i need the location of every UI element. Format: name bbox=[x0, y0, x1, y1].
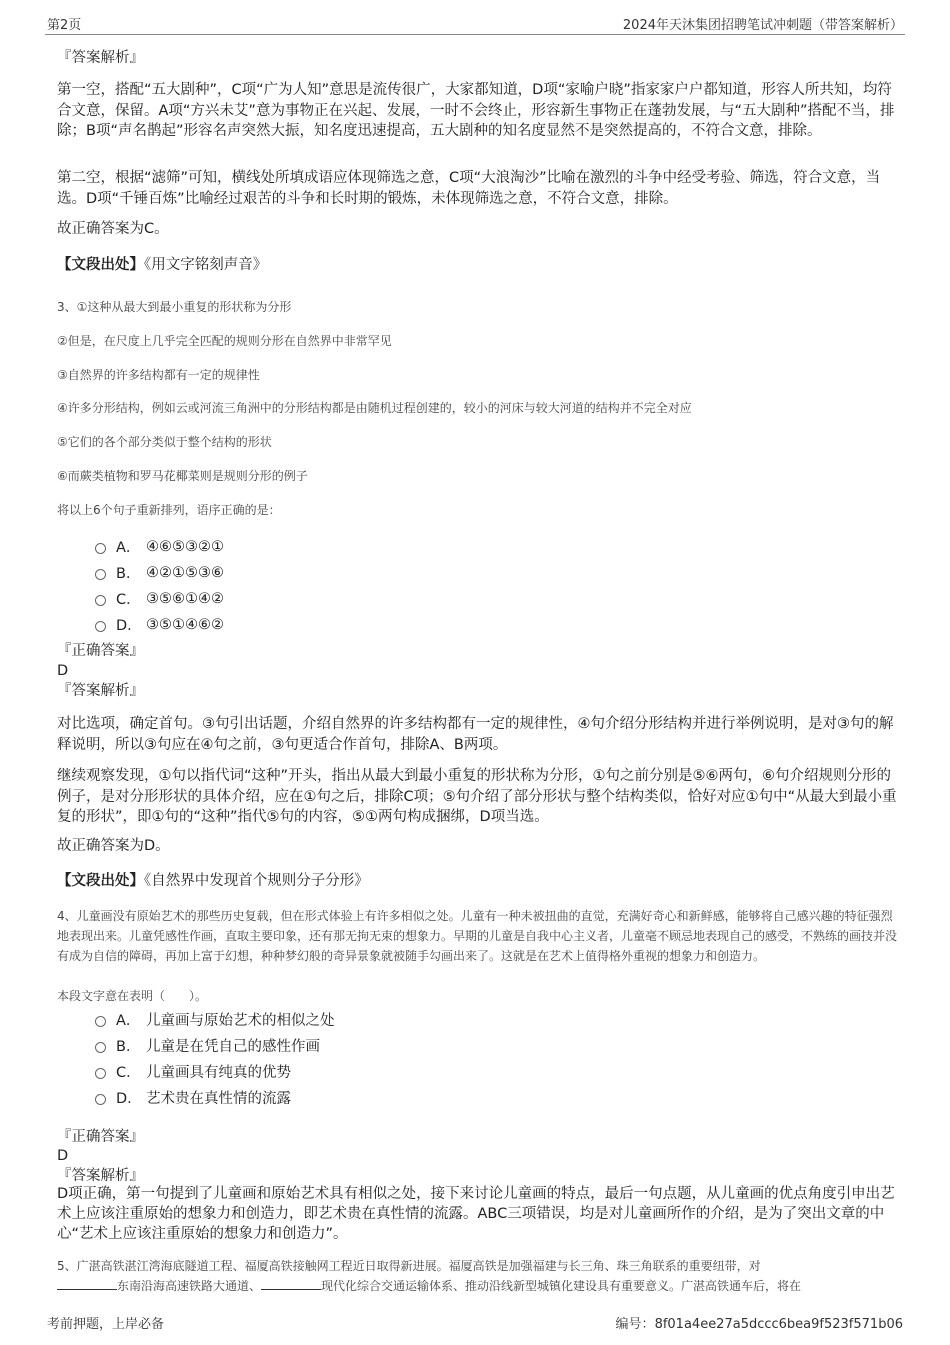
q3-conclusion: 故正确答案为D。 bbox=[57, 838, 170, 854]
q3-sentence-2: ②但是，在尺度上几乎完全匹配的规则分形在自然界中非常罕见 bbox=[57, 334, 392, 348]
q5-part-b: 现代化综合交通运输体系、推动沿线新型城镇化建设具有重要意义。广湛高铁通车后，将在 bbox=[321, 1279, 802, 1293]
q3-sentence-5: ⑤它们的各个部分类似于整个结构的形状 bbox=[57, 435, 272, 449]
q3-answer: D bbox=[57, 663, 69, 679]
footer-code bbox=[616, 1313, 903, 1332]
q4-stem: 4、儿童画没有原始艺术的那些历史复载，但在形式体验上有许多相似之处。儿童有一种未被扭曲的直觉，充满好奇心和新鲜感，能够将自己感兴趣的特征强烈地表现出来。儿童凭感性作画，直取主要印象，还有那无拘无束的想象力。早期的儿童是自我中心主义者，儿童毫不顾忌地表现自己的感受，不熟练的画技并没有成为自信的障碍，再加上富于幻想，种种梦幻般的奇异景象就被随手勾画出来了。这就是在艺术上值得格外重视的想象力和创造力。 bbox=[57, 909, 898, 963]
q2-conclusion: 故正确答案为C。 bbox=[57, 221, 169, 237]
q2-analysis-para2: 第二空，根据“滤筛”可知，横线处所填成语应体现筛选之意，C项“大浪淘沙”比喻在激烈的斗争中经受考验、筛选，符合文意，当选。D项“千锤百炼”比喻经过艰苦的斗争和长时期的锻炼，未体现筛选之意，不符合文意，排除。 bbox=[57, 170, 881, 207]
page-number: 第2页 bbox=[47, 18, 82, 33]
q4-analysis-label: 『答案解析』 bbox=[57, 1168, 144, 1184]
q5-part-a: 东南沿海高速铁路大通道、 bbox=[117, 1279, 262, 1293]
q4-option-a[interactable]: A． 儿童画与原始艺术的相似之处 bbox=[95, 1009, 335, 1030]
q3-option-b[interactable]: B． ④②①⑤③⑥ bbox=[95, 562, 224, 583]
q3-answer-label: 『正确答案』 bbox=[57, 643, 144, 659]
q4-option-b[interactable]: B． 儿童是在凭自己的感性作画 bbox=[95, 1035, 320, 1056]
radio-icon[interactable] bbox=[95, 569, 106, 580]
q3-prompt: 将以上6个句子重新排列，语序正确的是： bbox=[57, 503, 281, 517]
radio-icon[interactable] bbox=[95, 1094, 106, 1105]
footer-code-value: 8f01a4ee27a5dccc6bea9f523f571b06 bbox=[654, 1317, 903, 1332]
q3-sentence-1: 3、①这种从最大到最小重复的形状称为分形 bbox=[57, 300, 292, 314]
q3-option-d[interactable]: D． ③⑤①④⑥② bbox=[95, 614, 224, 635]
q5-blank-2 bbox=[261, 1277, 321, 1290]
q3-source-text: 《自然界中发现首个规则分子分形》 bbox=[144, 873, 369, 889]
q5-stem bbox=[57, 1256, 897, 1296]
footer-code-label: 编号： bbox=[615, 1317, 655, 1332]
q2-source bbox=[57, 255, 897, 276]
document-title: 2024年天沐集团招聘笔试冲刺题（带答案解析） bbox=[622, 18, 903, 33]
q3-sentence-4: ④许多分形结构，例如云或河流三角洲中的分形结构都是由随机过程创建的，较小的河床与较大河道的结构并不完全对应 bbox=[57, 401, 692, 415]
radio-icon[interactable] bbox=[95, 1042, 106, 1053]
q2-analysis-label: 『答案解析』 bbox=[57, 50, 144, 66]
q3-sentence-6: ⑥而蕨类植物和罗马花椰菜则是规则分形的例子 bbox=[57, 469, 308, 483]
q5-line1: 5、广湛高铁湛江湾海底隧道工程、福厦高铁接触网工程近日取得新进展。福厦高铁是加强福建与长三角、珠三角联系的重要纽带，对 bbox=[57, 1259, 761, 1273]
q4-option-c[interactable]: C． 儿童画具有纯真的优势 bbox=[95, 1061, 291, 1082]
q3-sentence-3: ③自然界的许多结构都有一定的规律性 bbox=[57, 368, 260, 382]
q4-question: 本段文字意在表明（ ）。 bbox=[57, 989, 208, 1003]
q3-option-a[interactable]: A． ④⑥⑤③②① bbox=[95, 536, 224, 557]
q3-analysis-para2: 继续观察发现，①句以指代词“这种”开头，指出从最大到最小重复的形状称为分形，①句之前分别是⑤⑥两句，⑥句介绍规则分形的例子，是对分形形状的具体介绍，应在①句之后，排除C项；⑤句介绍了部分形状与整个结构类似，恰好对应①句中“从最大到最小重复的形状”，即①句的“这种”指代⑤句的内容，⑤①两句构成捆绑，D项当选。 bbox=[57, 768, 897, 825]
footer-slogan: 考前押题，上岸必备 bbox=[47, 1317, 165, 1332]
radio-icon[interactable] bbox=[95, 1016, 106, 1027]
q3-analysis-label: 『答案解析』 bbox=[57, 683, 144, 699]
q2-source-label: 【文段出处】 bbox=[57, 257, 144, 273]
q3-analysis-para1: 对比选项，确定首句。③句引出话题，介绍自然界的许多结构都有一定的规律性，④句介绍分形结构并进行举例说明，是对③句的解释说明，所以③句应在④句之前，③句更适合作首句，排除A、B两项。 bbox=[57, 716, 894, 753]
q4-answer-label: 『正确答案』 bbox=[57, 1129, 144, 1145]
radio-icon[interactable] bbox=[95, 595, 106, 606]
q2-analysis-para1: 第一空，搭配“五大剧种”，C项“广为人知”意思是流传很广，大家都知道，D项“家喻户晓”指家家户户都知道，形容人所共知，均符合文意，保留。A项“方兴未艾”意为事物正在兴起、发展，一时不会终止，形容新生事物正在蓬勃发展，与“五大剧种”搭配不当，排除；B项“声名鹊起”形容名声突然大振，知名度迅速提高，五大剧种的知名度显然不是突然提高的，不符合文意，排除。 bbox=[57, 82, 895, 139]
radio-icon[interactable] bbox=[95, 1068, 106, 1079]
header-divider bbox=[45, 34, 905, 35]
q3-source bbox=[57, 871, 897, 892]
radio-icon[interactable] bbox=[95, 621, 106, 632]
q2-source-text: 《用文字铭刻声音》 bbox=[144, 257, 268, 273]
q5-blank-1 bbox=[57, 1277, 117, 1290]
q4-answer: D bbox=[57, 1148, 69, 1164]
q4-option-d[interactable]: D． 艺术贵在真性情的流露 bbox=[95, 1087, 291, 1108]
q3-option-c[interactable]: C． ③⑤⑥①④② bbox=[95, 588, 224, 609]
q3-source-label: 【文段出处】 bbox=[57, 873, 144, 889]
q4-analysis: D项正确，第一句提到了儿童画和原始艺术具有相似之处，接下来讨论儿童画的特点，最后一句点题，从儿童画的优点角度引申出艺术上应该注重原始的想象力和创造力，即艺术贵在真性情的流露。ABC三项错误，均是对儿童画所作的介绍，是为了突出文章的中心“艺术上应该注重原始的想象力和创造力”。 bbox=[57, 1186, 895, 1242]
radio-icon[interactable] bbox=[95, 543, 106, 554]
